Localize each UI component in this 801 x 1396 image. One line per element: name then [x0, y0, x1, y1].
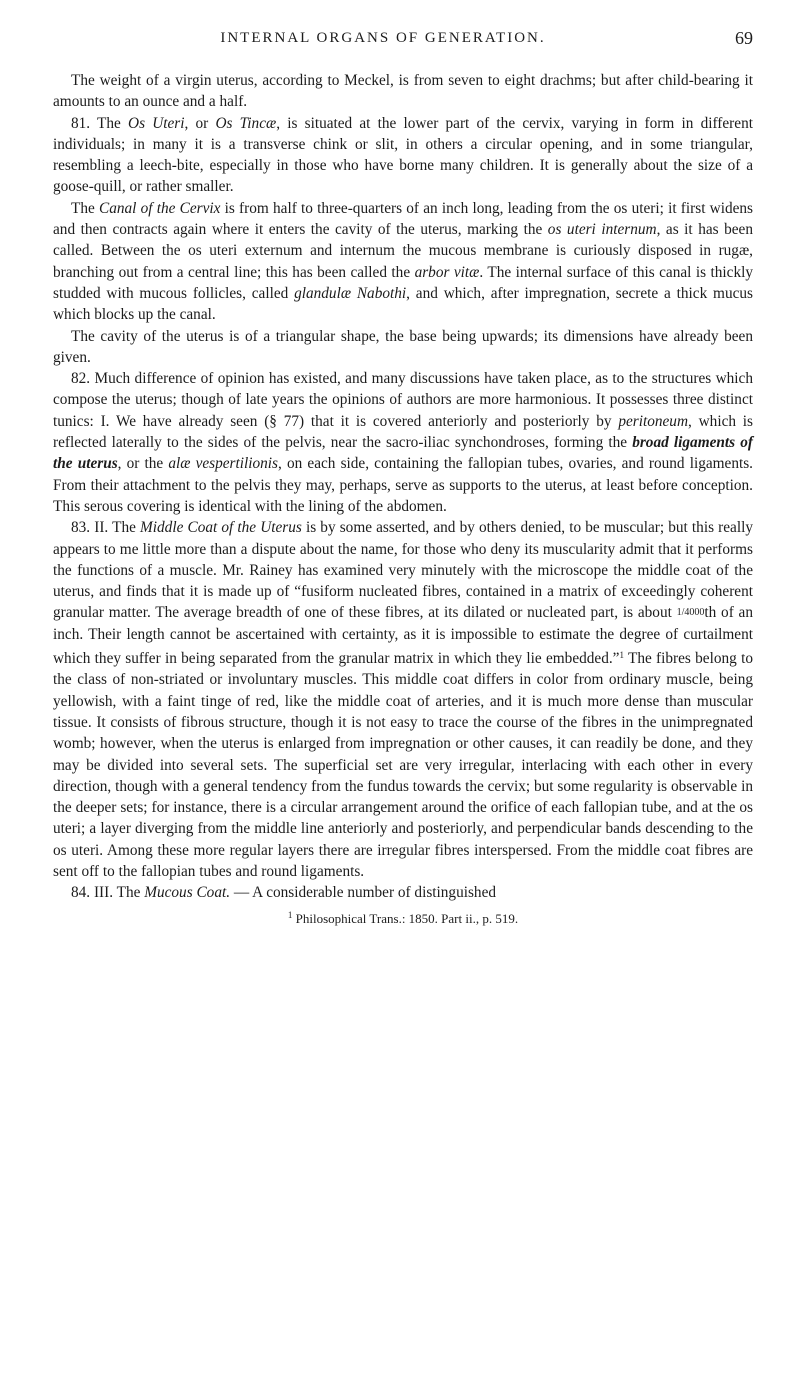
term-peritoneum: peritoneum [618, 412, 689, 430]
text-span: — A considerable number of distinguished [230, 884, 497, 902]
paragraph-84-mucous-coat [53, 882, 753, 903]
paragraph-uterine-cavity [53, 326, 753, 369]
running-header [53, 30, 753, 60]
text-span: is from half to three-quarters of an inch long, leading from the os uteri; it first widens and then contracts again where it enters the cavity of the uterus, marking the [53, 199, 754, 239]
text-span: , or the [117, 455, 169, 473]
text-span: is by some asserted, and by others denied, to be muscular; but this really appears to me little more than a dispute about the name, for those who deny its muscularity admit that it performs the functions of a muscle. Mr. Rainey has examined very minutely with the microscope the middle coat of the uterus, and finds that it is made up of “fusiform nucleated fibres, contained in a matrix of exceedingly coherent granular matter. The average breadth of one of these fibres, at its dilated or nucleated part, is about [53, 519, 753, 622]
text-span: th of an inch. Their length cannot be ascertained with certainty, as it is impossible to estimate the degree of curtailment which they suffer in being separated from the granular matrix in which they lie embedded.” [53, 604, 753, 668]
text-span: The fibres belong to the class of non-striated or involuntary muscles. This middle coat differs in color from ordinary muscle, being yellowish, with a faint tinge of red, like the middle coat of arteries, and it is much more dense than muscular tissue. It consists of fibrous structure, though it is not easy to trace the course of the fibres in the unimpregnated womb; however, when the uterus is enlarged from impregnation or other causes, it can readily be done, and they may be divided into several sets. The superficial set are very irregular, interlacing with each other in every direction, though with a general tendency from the fundus towards the cervix; but some regularity is observable in the deeper sets; for instance, there is a circular arrangement around the orifice of each fallopian tube, and at the os uteri; a layer diverging from the middle line anteriorly and posteriorly, and perpendicular bands descending to the os uteri. Among these more regular layers there are irregular fibres interspersed. From the middle coat fibres are sent off to the fallopian tubes and round ligaments. [53, 650, 753, 880]
running-title: INTERNAL ORGANS OF GENERATION. [220, 30, 546, 46]
term-os-tincae: Os Tincæ [215, 114, 277, 132]
text-span: , and which, after impregnation, secrete a thick mucus which blocks up the canal. [53, 284, 753, 324]
footnote-mark: 1 [287, 909, 293, 920]
term-broad-ligaments: broad ligaments of the uterus [53, 434, 753, 473]
term-glandulae-nabothi: glandulæ Nabothi [294, 284, 407, 302]
fraction: 1/4000 [676, 607, 705, 619]
paragraph-uterus-weight [53, 70, 753, 113]
text-span: The [71, 199, 99, 217]
text-span: , as it has been called. Between the os uteri externum and internum the mucous membrane is curiously disposed in rugæ, branching out from a central line; this has been called the [53, 221, 753, 281]
term-canal-of-cervix: Canal of the Cervix [99, 199, 221, 217]
book-page [53, 30, 753, 927]
term-arbor-vitae: arbor vitæ [414, 263, 480, 281]
text-span: 84. III. The [71, 884, 145, 902]
term-mucous-coat: Mucous Coat. [144, 884, 231, 902]
text-span: , is situated at the lower part of the cervix, varying in form in different individuals; in many it is a transverse chink or slit, in others a circular opening, and in some triangular, resembling a leech-bite, especially in those who have borne many children. It is generally about the size of a goose-quill, or rather smaller. [53, 114, 753, 196]
page-number: 69 [735, 28, 753, 48]
text-span: The weight of a virgin uterus, according to Meckel, is from seven to eight drachms; but after child-bearing it amounts to an ounce and a half. [53, 72, 753, 111]
text-span: 81. The [71, 114, 129, 132]
body-text [53, 70, 753, 904]
footnote-reference: 1 [619, 650, 624, 661]
term-alae-vespertilionis: alæ vespertilionis [168, 455, 279, 473]
footnote-text: Philosophical Trans.: 1850. Part ii., p. 519. [292, 910, 519, 926]
term-os-uteri-internum: os uteri internum [547, 221, 657, 239]
paragraph-82-tunics [53, 368, 753, 517]
term-middle-coat: Middle Coat of the Uterus [140, 519, 302, 537]
paragraph-canal-of-cervix [53, 198, 753, 326]
text-span: 82. Much difference of opinion has existed, and many discussions have taken place, as to the structures which compose the uterus; though of late years the opinions of authors are more harmonious. It possesses three distinct tunics: I. We have already seen (§ 77) that it is covered anteriorly and posteriorly by [53, 370, 753, 430]
text-span: 83. II. The [71, 519, 141, 537]
text-span: . The internal surface of this canal is thickly studded with mucous follicles, called [53, 263, 753, 302]
footnote [53, 910, 753, 927]
text-span: , which is reflected laterally to the sides of the pelvis, near the sacro-iliac synchondroses, forming the [53, 412, 753, 452]
text-span: The cavity of the uterus is of a triangular shape, the base being upwards; its dimensions have already been given. [53, 327, 753, 366]
term-os-uteri: Os Uteri [128, 114, 185, 132]
paragraph-81-os-uteri [53, 113, 753, 198]
text-span: , on each side, containing the fallopian tubes, ovaries, and round ligaments. From their attachment to the pelvis they may, perhaps, serve as supports to the uterus, at least before conception. This serous covering is identical with the lining of the abdomen. [53, 455, 753, 515]
paragraph-83-middle-coat [53, 517, 753, 882]
text-span: , or [184, 114, 216, 132]
